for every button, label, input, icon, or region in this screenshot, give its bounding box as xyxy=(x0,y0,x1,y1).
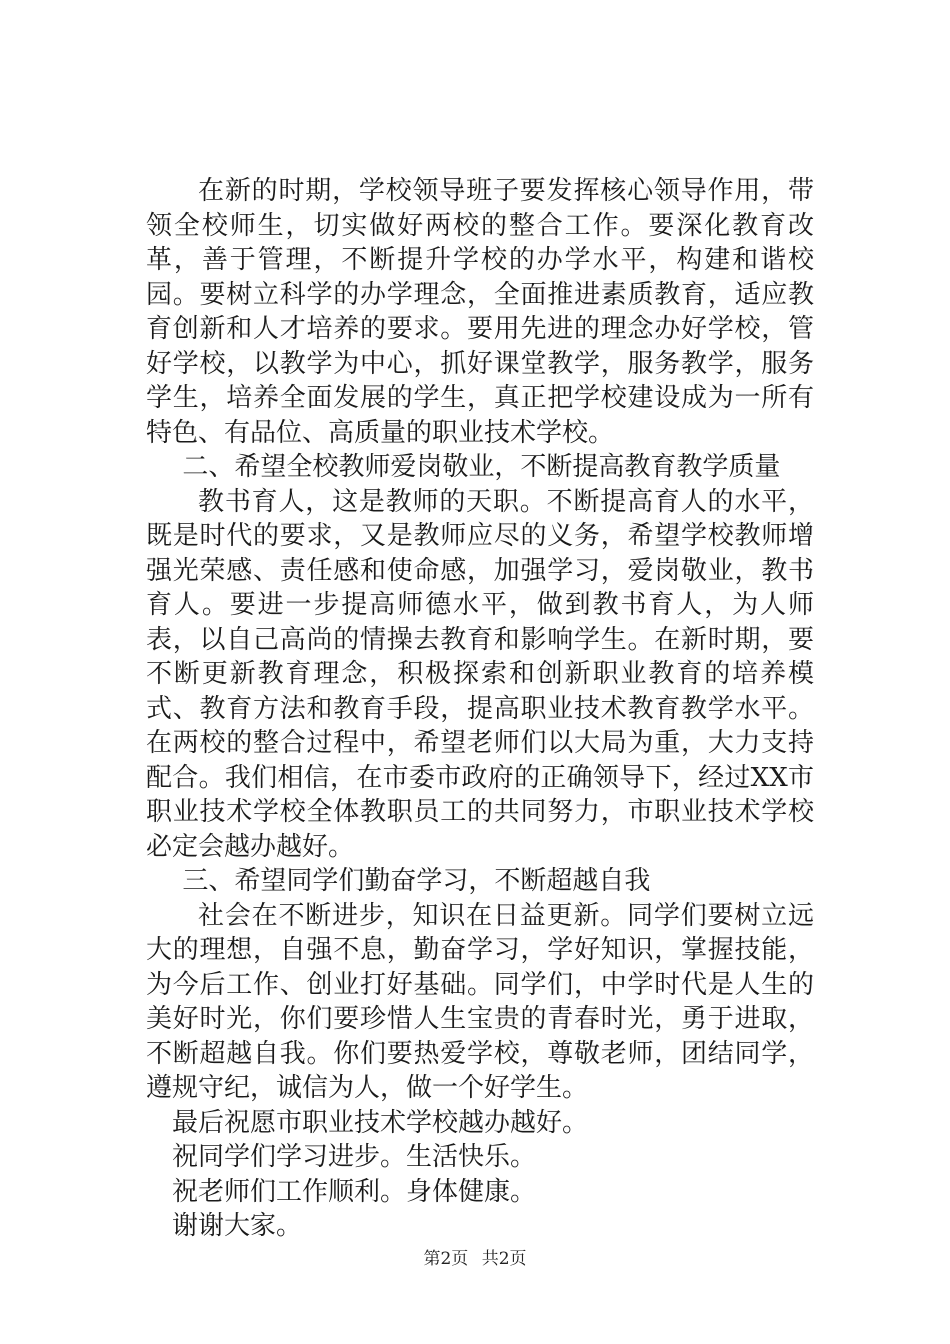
closing-wish-teachers: 祝老师们工作顺利。身体健康。 xyxy=(172,1176,537,1207)
closing-wish-school: 最后祝愿市职业技术学校越办越好。 xyxy=(172,1107,589,1138)
page-number-total: 共2页 xyxy=(481,1249,527,1269)
page-footer xyxy=(0,1244,950,1269)
document-body xyxy=(146,174,814,1244)
closing-thanks: 谢谢大家。 xyxy=(172,1211,303,1241)
section-heading-students: 三、希望同学们勤奋学习，不断超越自我 xyxy=(182,866,651,896)
paragraph-students: 社会在不断进步，知识在日益更新。同学们要树立远大的理想，自强不息，勤奋学习，学好知识，掌握技能，为今后工作、创业打好基础。同学们，中学时代是人生的美好时光，你们要珍惜人生宝贵的青春时光，勇于进取，不断超越自我。你们要热爱学校，尊敬老师，团结同学，遵规守纪，诚信为人，做一个好学生。 xyxy=(146,900,814,1103)
paragraph-teachers: 教书育人，这是教师的天职。不断提高育人的水平，既是时代的要求，又是教师应尽的义务，希望学校教师增强光荣感、责任感和使命感，加强学习，爱岗敬业，教书育人。要进一步提高师德水平，做到教书育人，为人师表，以自己高尚的情操去教育和影响学生。在新时期，要不断更新教育理念，积极探索和创新职业教育的培养模式、教育方法和教育手段，提高职业技术教育教学水平。在两校的整合过程中，希望老师们以大局为重，大力支持配合。我们相信，在市委市政府的正确领导下，经过XX市职业技术学校全体教职员工的共同努力，市职业技术学校必定会越办越好。 xyxy=(146,486,814,862)
page-number-current: 第2页 xyxy=(423,1249,469,1269)
closing-wish-students: 祝同学们学习进步。生活快乐。 xyxy=(172,1142,537,1172)
paragraph-leadership: 在新的时期，学校领导班子要发挥核心领导作用，带领全校师生，切实做好两校的整合工作。要深化教育改革，善于管理，不断提升学校的办学水平，构建和谐校园。要树立科学的办学理念，全面推进素质教育，适应教育创新和人才培养的要求。要用先进的理念办好学校，管好学校，以教学为中心，抓好课堂教学，服务教学，服务学生，培养全面发展的学生，真正把学校建设成为一所有特色、有品位、高质量的职业技术学校。 xyxy=(146,176,814,448)
section-heading-teachers: 二、希望全校教师爱岗敬业，不断提高教育教学质量 xyxy=(182,452,781,482)
